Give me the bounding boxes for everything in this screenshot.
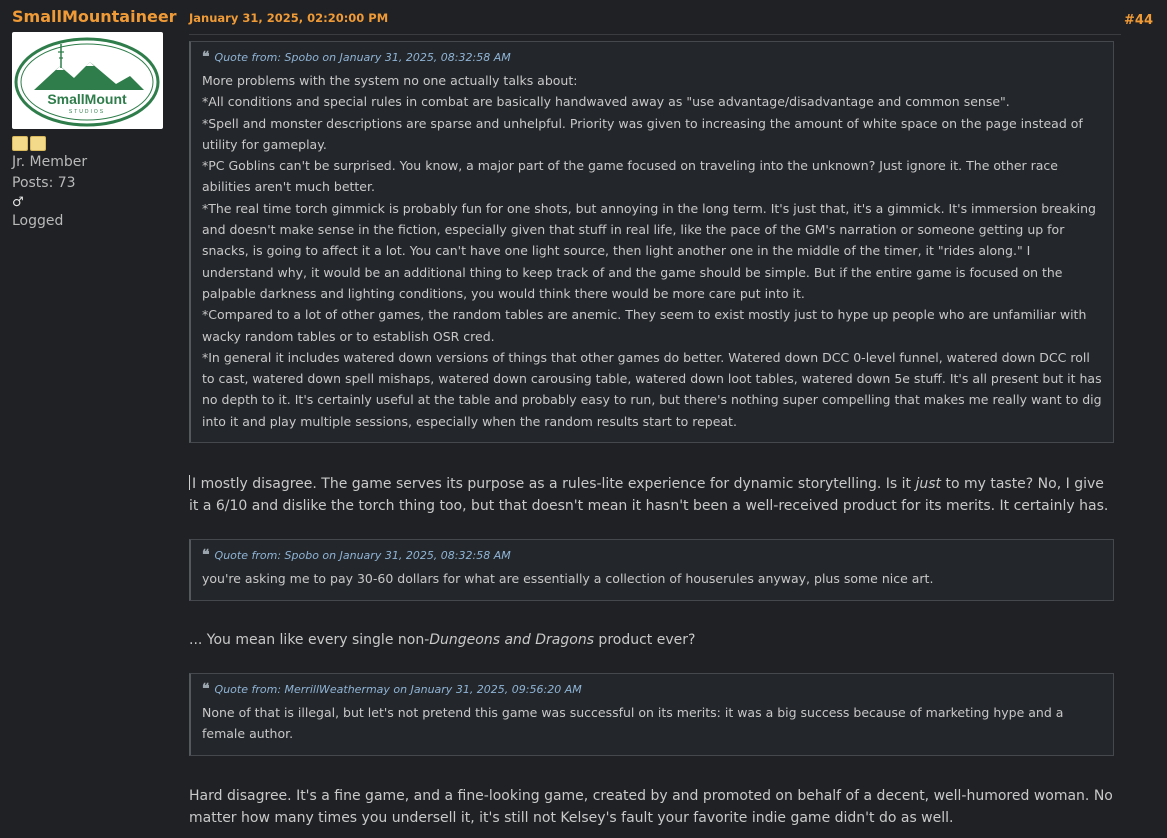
quote-icon: ❝ (202, 681, 210, 697)
quote-icon: ❝ (202, 49, 210, 65)
text-cursor (189, 475, 190, 490)
rank-star-icon (30, 136, 46, 151)
member-rank: Jr. Member (12, 154, 88, 170)
quote-line: *Spell and monster descriptions are sparse and unhelpful. Priority was given to increasing the amount of white space on the page instead of utility for gameplay. (202, 115, 1083, 152)
poster-info (12, 6, 177, 232)
reply-text: to my taste? No, I give it a 6/10 and dislike the torch thing too, but that doesn't mean it hasn't been a well-received product for its merits. It certainly has. (189, 476, 1109, 514)
quote-source-link[interactable]: Quote from: MerrillWeathermay on January 31, 2025, 09:56:20 AM (214, 683, 582, 696)
reply-text: ... You mean like every single non- (189, 632, 430, 648)
reply-emphasis: Dungeons and Dragons (429, 632, 594, 648)
avatar[interactable] (12, 32, 163, 129)
avatar-tagline-text: STUDIOS (68, 109, 106, 115)
quote-line: *In general it includes watered down versions of things that other games do better. Watered down DCC 0-level funnel, watered down DCC roll to cast, watered down spell mishaps, watered down carousing table, watered down loot tables, watered down 5e stuff. It's all present but it has no depth to it. It's certainly useful at the table and probably easy to run, but there's nothing super compelling that makes me really want to dig into it and play multiple sessions, especially when the random results start to repeat. (202, 349, 1102, 429)
quote-text: you're asking me to pay 30-60 dollars for what are essentially a collection of houserules anyway, plus some nice art. (202, 571, 934, 586)
quote-text: None of that is illegal, but let's not pretend this game was successful on its merits: it was a big success because of marketing hype and a female author. (202, 705, 1064, 742)
reply-text: I mostly disagree. The game serves its purpose as a rules-lite experience for dynamic storytelling. Is it (192, 476, 916, 492)
quote-block (189, 539, 1114, 601)
quote-icon: ❝ (202, 547, 210, 563)
quote-source-link[interactable]: Quote from: Spobo on January 31, 2025, 08:32:58 AM (214, 549, 511, 562)
quote-line: *Compared to a lot of other games, the random tables are anemic. They seem to exist mostly just to hype up people who are unfamiliar with wacky random tables or to establish OSR cred. (202, 307, 1087, 344)
reply-paragraph (189, 473, 1114, 517)
quote-source-link[interactable]: Quote from: Spobo on January 31, 2025, 08:32:58 AM (214, 51, 511, 64)
quote-block (189, 673, 1114, 756)
post-number-link[interactable]: #44 (1124, 13, 1153, 28)
online-status: Logged (12, 213, 64, 229)
quote-line: More problems with the system no one actually talks about: (202, 73, 578, 88)
quote-line: *All conditions and special rules in combat are basically handwaved away as "use advantage/disadvantage and common sense". (202, 94, 1010, 110)
avatar-brand-text: SmallMount (47, 91, 127, 107)
quote-header (202, 50, 1102, 65)
quote-header (202, 682, 1102, 697)
male-icon: ♂ (12, 195, 24, 210)
reply-paragraph (189, 629, 1114, 651)
rank-star-icon (12, 136, 28, 151)
quote-text (202, 70, 1102, 432)
quote-line: *PC Goblins can't be surprised. You know, a major part of the game focused on traveling into the unknown? Just ignore it. The other race abilities aren't much better. (202, 158, 1058, 195)
reply-emphasis: just (915, 476, 941, 492)
header-divider (189, 34, 1121, 35)
quote-block (189, 41, 1114, 443)
reply-text: product ever? (593, 632, 696, 648)
quote-line: *The real time torch gimmick is probably fun for one shots, but annoying in the long term. It's just that, it's a gimmick. It's immersion breaking and doesn't make sense in the fiction, especially given that stuff in real life, like the pace of the GM's narration or someone getting up for snacks, is going to affect it a lot. You can't have one light source, then light another one in the middle of the timer, it "rides along." I understand why, it would be an additional thing to keep track of and the game should be simple. But if the entire game is focused on the palpable darkness and lighting conditions, you would think there would be more care put into it. (202, 200, 1096, 301)
rank-stars (12, 135, 172, 152)
post-count: Posts: 73 (12, 175, 76, 191)
poster-name-link[interactable]: SmallMountaineer (12, 7, 177, 26)
post-date[interactable]: January 31, 2025, 02:20:00 PM (189, 11, 389, 25)
quote-header (202, 548, 1102, 563)
small-mount-logo (12, 32, 163, 129)
post-body (189, 41, 1114, 829)
reply-paragraph: Hard disagree. It's a fine game, and a fine-looking game, created by and promoted on behalf of a decent, well-humored woman. No matter how many times you undersell it, it's still not Kelsey's fault your favorite indie game didn't do as well. (189, 788, 1113, 826)
